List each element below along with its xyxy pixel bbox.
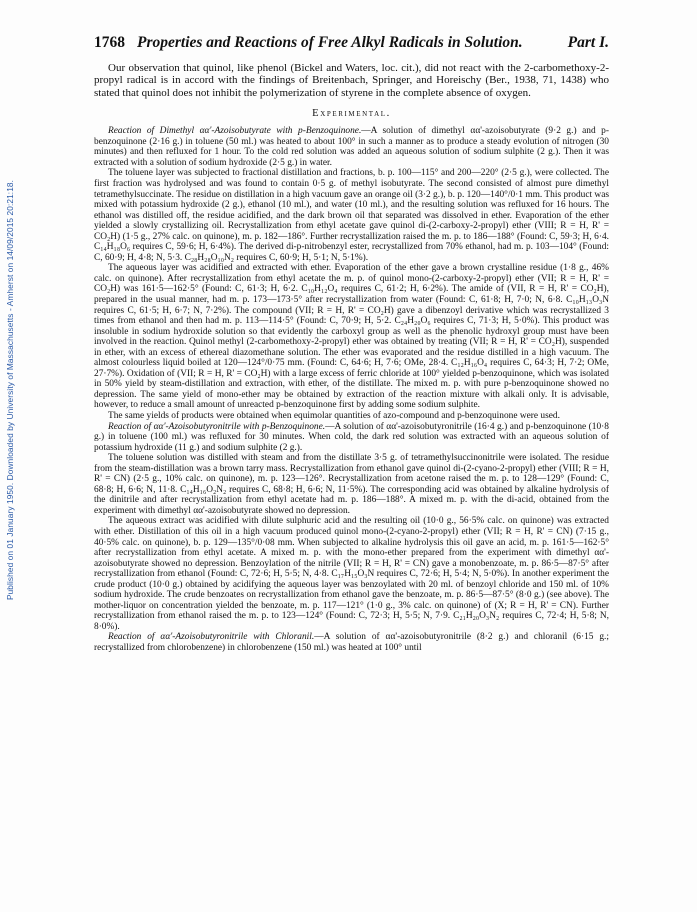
paragraph — [94, 126, 609, 168]
paragraph — [94, 263, 609, 411]
paragraph-text: —A solution of αα'-azoisobutyronitrile (8·2 g.) and chloranil (6·15 g.; recrystallized from chlorobenzene) in chlorobenzene (150 ml.) was heated at 100° until — [94, 632, 609, 654]
paragraph-text: The same yields of products were obtained when equimolar quantities of azo-compound and p-benzoquinone were used. — [108, 410, 560, 421]
section-heading: Experimental. — [312, 108, 391, 120]
paragraph-text: The aqueous extract was acidified with dilute sulphuric acid and the resulting oil (10·0 g., 56·5% calc. on quinone) was extracted with ether. Distillation of this oil in a high vacuum produced quinol mono-(2-cyano-2-propyl) ether (VII; R = H, R' = CN) (7·15 g., 40·5% calc. on quinone), b. p. 129—135°/0·08 mm. When subjected to alkaline hydrolysis this oil gave an acid, m. p. 161·5—162·5° after recrystallization from ethyl acetate. A mixed m. p. with the mono-ether prepared from the experiment with dimethyl αα'-azoisobutyrate showed no depression. Benzoylation of the nitrile (VII; R = H, R' = CN) gave a monobenzoate, m. p. 86·5—87·5° after recrystallization from ethanol (Found: C, 72·6; H, 5·5; N, 4·8. C₁₇H₁₅O₃N requires C, 72·6; H, 5·4; N, 5·0%). In another experiment the crude product (10·0 g.) obtained by acidifying the aqueous layer was benzoylated with 20 ml. of benzoyl chloride and 150 ml. of 10% sodium hydroxide. The crude benzoates on recrystallization from ethanol gave the benzoate, m. p. 86·5—87·5° (8·0 g.) (see above). The mother-liquor on concentration yielded the benzoate, m. p. 117—121° (1·0 g., 3% calc. on quinone) of (X; R = H, R' = CN). Further recrystallization from ethanol raised the m. p. to 123—124° (Found: C, 72·3; H, 5·5; N, 7·9. C₂₁H₂₀O₃N₂ requires C, 72·4; H, 5·8; N, 8·0%). — [94, 516, 609, 632]
paragraph — [94, 411, 609, 422]
paragraph-text: —A solution of dimethyl αα'-azoisobutyrate (9·2 g.) and p-benzoquinone (2·16 g.) in toluene (50 ml.) was heated to about 100° in such a manner as to produce a steady evolution of nitrogen (30 minutes) and then refluxed for 1 hour. To the cold red solution was added an aqueous solution of sodium sulphite (2 g.). Then it was extracted with a solution of sodium hydroxide (2·5 g.) in water. — [94, 126, 609, 168]
running-head — [94, 34, 609, 52]
paragraph — [94, 453, 609, 516]
download-stamp — [2, 60, 18, 720]
paragraph-runin-heading: Reaction of αα'-Azoisobutyronitrile with p-Benzoquinone. — [108, 421, 326, 432]
paragraph — [94, 516, 609, 632]
paragraph-text: The toluene layer was subjected to fractional distillation and fractions, b. p. 100—115° and 200—220° (2·5 g.), were collected. The first fraction was hydrolysed and was found to contain 0·5 g. of methyl isobutyrate. The second consisted of almost pure dimethyl tetramethylsuccinate. The residue on distillation in a high vacuum gave an orange oil (3·2 g.), b. p. 120—140°/0·1 mm. This product was mixed with potassium hydroxide (2 g.), ethanol (10 ml.), and water (10 ml.), and the resulting solution was refluxed for 16 hours. The ethanol was distilled off, the residue acidified, and the dark brown oil that separated was dissolved in ether. Evaporation of the ether yielded a slowly crystallizing oil. Recrystallization from ethyl acetate gave quinol di-(2-carboxy-2-propyl) ether (VIII; R = H, R' = CO₂H) (1·5 g., 27% calc. on quinone), m. p. 182—186°. Further recrystallization raised the m. p. to 186—188° (Found: C, 59·3; H, 6·4. C₁₄H₁₈O₆ requires C, 59·6; H, 6·4%). The derived di-p-nitrobenzyl ester, recrystallized from 70% ethanol, had m. p. 103—104° (Found: C, 60·9; H, 4·8; N, 5·3. C₂₈H₂₈O₁₀N₂ requires C, 60·9; H, 5·1; N, 5·1%). — [94, 168, 610, 263]
paragraph — [94, 168, 609, 263]
running-title: Properties and Reactions of Free Alkyl Radicals in Solution. — [137, 34, 523, 51]
paragraph — [94, 632, 609, 653]
paragraph-runin-heading: Reaction of αα'-Azoisobutyronitrile with Chloranil. — [108, 632, 315, 643]
paragraph-text: The aqueous layer was acidified and extracted with ether. Evaporation of the ether gave a brown crystalline residue (1·8 g., 46% calc. on quinone). After recrystallization from ethyl acetate the m. p. of quinol mono-(2-carboxy-2-propyl) ether (VII; R = H, R' = CO₂H) was 161·5—162·5° (Found: C, 61·3; H, 6·2. C₁₀H₁₂O₄ requires C, 61·2; H, 6·2%). The amide of (VII, R = H, R' = CO₂H), prepared in the usual manner, had m. p. 173—173·5° after recrystallization from water (Found: C, 61·8; H, 7·0; N, 6·8. C₁₀H₁₃O₃N requires C, 61·5; H, 6·7; N, 7·2%). The compound (VII; R = H, R' = CO₂H) gave a dibenzoyl derivative which was recrystallized 3 times from ethanol and then had m. p. 113—114·5° (Found: C, 70·9; H, 5·2. C₂₄H₂₀O₆ requires C, 71·3; H, 5·0%). This product was insoluble in sodium hydroxide solution so that evidently the carboxyl group as well as the phenolic hydroxyl group must have been involved in the reaction. Quinol methyl (2-carbomethoxy-2-propyl) ether was obtained by treating (VII; R = H, R' = CO₂H), suspended in ether, with an excess of ethereal diazomethane solution. The ether was evaporated and the residue distilled in a high vacuum. The almost colourless liquid boiled at 120—124°/0·75 mm. (Found: C, 64·6; H, 7·6; OMe, 28·4. C₁₂H₁₆O₄ requires C, 64·3; H, 7·2; OMe, 27·7%). Oxidation of (VII; R = H, R' = CO₂H) with a large excess of ferric chloride at 100° yielded p-benzoquinone, which was isolated in 50% yield by steam-distillation and extraction, with ether, of the distillate. The mixed m. p. with pure p-benzoquinone showed no depression. The same yield of mono-ether may be obtained by extraction of the reaction mixture with alkali only. It is advisable, however, to reduce a small amount of unreacted p-benzoquinone first by adding some sodium sulphite. — [94, 263, 609, 411]
paragraph-runin-heading: Reaction of Dimethyl αα'-Azoisobutyrate with p-Benzoquinone. — [108, 126, 362, 137]
running-part: Part I. — [567, 34, 609, 51]
paragraph-text: The toluene solution was distilled with steam and from the distillate 3·5 g. of tetramethylsuccinonitrile were isolated. The residue from the steam-distillation was a brown tarry mass. Recrystallization from ethanol gave quinol di-(2-cyano-2-propyl) ether (VIII; R = H, R' = CN) (2·5 g., 10% calc. on quinone), m. p. 123—126°. Recrystallization from acetone raised the m. p. to 128—129° (Found: C, 68·8; H, 6·6; N, 11·8. C₁₄H₁₆O₂N₂ requires C, 68·8; H, 6·6; N, 11·5%). The corresponding acid was obtained by alkaline hydrolysis of the dinitrile and after recrystallization from ethyl acetate had m. p. 186—188°. A mixed m. p. with the di-acid, obtained from the experiment with dimethyl αα'-azoisobutyrate showed no depression. — [94, 453, 609, 516]
experimental-body — [94, 126, 609, 653]
paragraph — [94, 422, 609, 454]
page-number: 1768 — [94, 34, 125, 51]
download-stamp-text: Published on 01 January 1950. Downloaded by University of Massachusetts - Amherst on 14/09/2015 20:21:18. — [5, 179, 16, 601]
page-content — [94, 34, 609, 654]
paragraph-text: —A solution of αα'-azoisobutyronitrile (16·4 g.) and p-benzoquinone (10·8 g.) in toluene (100 ml.) was refluxed for 30 minutes. When cold, the dark red solution was extracted with an aqueous solution of potassium hydroxide (11 g.) and sodium sulphite (2 g.). — [94, 421, 609, 453]
intro-paragraph: Our observation that quinol, like phenol (Bickel and Waters, loc. cit.), did not react with the 2-carbomethoxy-2-propyl radical is in accord with the findings of Breitenbach, Springer, and Horeischy (Ber., 1938, 71, 1438) who stated that quinol does not inhibit the polymerization of styrene in the complete absence of oxygen. — [94, 62, 609, 99]
